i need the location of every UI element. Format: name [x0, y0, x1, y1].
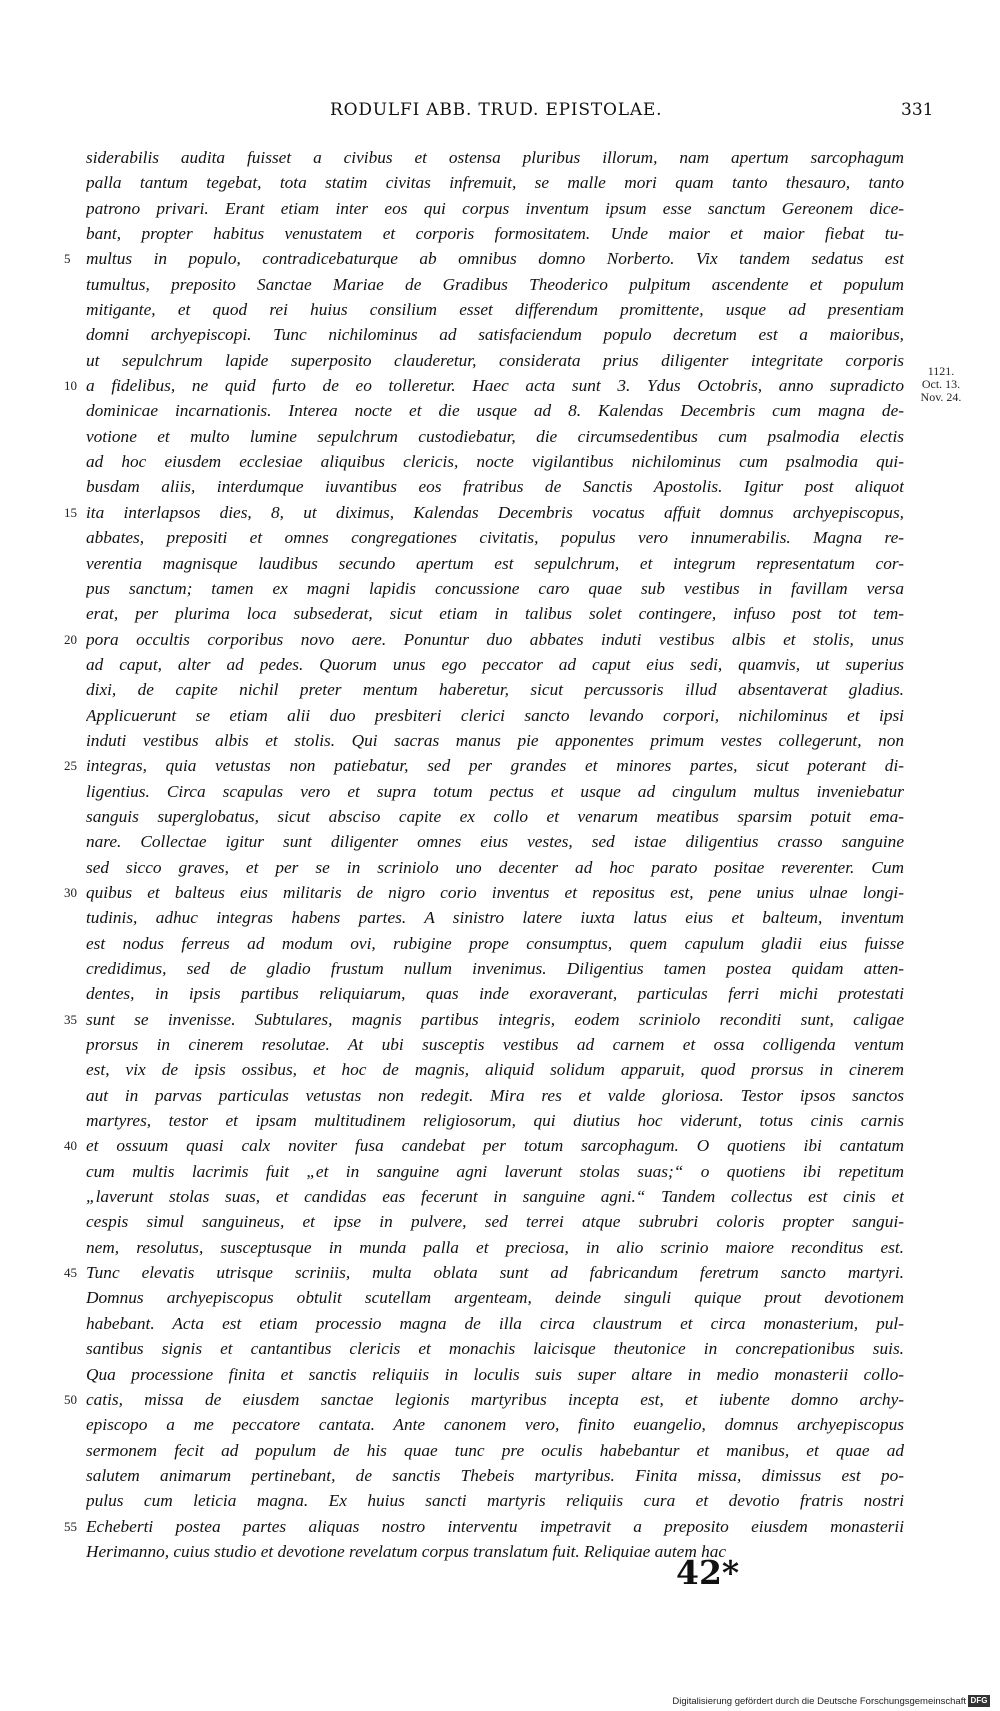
- text-line: [0, 196, 1000, 221]
- line-text: santibus signis et cantantibus clericis et monachis laicisque theutonice in concrepationibus suis.: [86, 1339, 904, 1359]
- line-text: et ossuum quasi calx noviter fusa candebat per totum sarcophagum. O quotiens ibi cantatum: [86, 1136, 904, 1156]
- line-text: est, vix de ipsis ossibus, et hoc de magnis, aliquid solidum apparuit, quod prorsus in cinerem: [86, 1060, 904, 1080]
- line-number: 40: [64, 1138, 77, 1154]
- line-text: a fidelibus, ne quid furto de eo tolleretur. Haec acta sunt 3. Ydus Octobris, anno supradicto: [86, 376, 904, 396]
- line-text: erat, per plurima loca subsederat, sicut etiam in talibus solet contingere, infuso post tot tem-: [86, 604, 904, 624]
- footer-credit: Digitalisierung gefördert durch die Deutsche Forschungsgemeinschaft: [672, 1696, 966, 1707]
- line-text: integras, quia vetustas non patiebatur, sed per grandes et minores partes, sicut poterant di-: [86, 756, 904, 776]
- line-number: 10: [64, 378, 77, 394]
- text-line: [0, 1539, 1000, 1564]
- line-number: 55: [64, 1518, 77, 1534]
- line-text: sanguis superglobatus, sicut absciso capite ex collo et venarum meatibus sparsim potuit ema-: [86, 806, 904, 826]
- signature-mark: 42*: [676, 1553, 740, 1592]
- line-text: nare. Collectae igitur sunt diligenter omnes eius vestes, sed istae diligentius crasso sanguine: [86, 832, 904, 852]
- text-line: [0, 1387, 1000, 1412]
- text-line: [0, 1362, 1000, 1387]
- line-text: ligentius. Circa scapulas vero et supra totum pectus et usque ad cingulum multus inveniebatur: [86, 781, 904, 801]
- line-number: 15: [64, 504, 77, 520]
- text-line: [0, 348, 1000, 373]
- text-line: [0, 272, 1000, 297]
- text-line: [0, 525, 1000, 550]
- text-line: [0, 322, 1000, 347]
- line-text: Domnus archyepiscopus obtulit scutellam argenteam, deinde singuli quique prout devotionem: [86, 1288, 904, 1308]
- text-line: [0, 1311, 1000, 1336]
- text-line: [0, 1184, 1000, 1209]
- line-text: verentia magnisque laudibus secundo apertum est sepulchrum, et integrum representatum cor-: [86, 553, 904, 573]
- text-line: [0, 1159, 1000, 1184]
- line-text: cespis simul sanguineus, et ipse in pulvere, sed terrei atque subrubri coloris propter sangui-: [86, 1212, 904, 1232]
- line-text: prorsus in cinerem resolutae. At ubi susceptis vestibus ad carnem et ossa colligenda ventum: [86, 1035, 904, 1055]
- line-number: 45: [64, 1265, 77, 1281]
- line-text: ut sepulchrum lapide superposito clauderetur, considerata prius diligenter integritate corporis: [86, 350, 904, 370]
- text-line: [0, 627, 1000, 652]
- line-text: dentes, in ipsis partibus reliquiarum, quas inde exoraverant, particulas ferri michi protestati: [86, 984, 904, 1004]
- line-text: induti vestibus albis et stolis. Qui sacras manus pie apponentes primum vestes collegerunt, non: [86, 730, 904, 750]
- line-text: martyres, testor et ipsam multitudinem religiosorum, qui diutius hoc viderunt, totus cinis carnis: [86, 1111, 904, 1131]
- margin-note-date-1: Oct. 13.: [921, 377, 961, 391]
- text-body: [0, 145, 1000, 1564]
- text-line: [0, 703, 1000, 728]
- text-line: [0, 1057, 1000, 1082]
- text-line: [0, 1412, 1000, 1437]
- line-text: pus sanctum; tamen ex magni lapidis concussione caro quae sub vestibus in favillam versa: [86, 578, 904, 598]
- text-line: [0, 1488, 1000, 1513]
- line-text: ad hoc eiusdem ecclesiae aliquibus clericis, nocte vigilantibus nichilominus cum psalmodia qui-: [86, 452, 904, 472]
- line-text: abbates, prepositi et omnes congregationes civitatis, populus vero innumerabilis. Magna re-: [86, 528, 904, 548]
- line-text: patrono privari. Erant etiam inter eos qui corpus inventum ipsum esse sanctum Gereonem dice-: [86, 198, 904, 218]
- line-text: sermonem fecit ad populum de his quae tunc pre oculis habebantur et manibus, et quae ad: [86, 1440, 904, 1460]
- digitization-footer: [590, 1695, 990, 1709]
- text-line: [0, 297, 1000, 322]
- line-number: 50: [64, 1391, 77, 1407]
- text-line: [0, 652, 1000, 677]
- text-line: [0, 753, 1000, 778]
- text-line: [0, 1108, 1000, 1133]
- line-text: sunt se invenisse. Subtulares, magnis partibus integris, eodem scriniolo reconditi sunt, caligae: [86, 1009, 904, 1029]
- text-line: [0, 449, 1000, 474]
- line-text: Qua processione finita et sanctis reliquiis in loculis suis super altare in medio monasterii collo-: [86, 1364, 904, 1384]
- page-number: 331: [901, 100, 934, 120]
- text-line: [0, 956, 1000, 981]
- text-line: [0, 246, 1000, 271]
- line-text: catis, missa de eiusdem sanctae legionis martyribus incepta est, et iubente domno archy-: [86, 1389, 904, 1409]
- text-line: [0, 829, 1000, 854]
- text-line: [0, 1235, 1000, 1260]
- line-text: pora occultis corporibus novo aere. Ponuntur duo abbates induti vestibus albis et stolis, unus: [86, 629, 904, 649]
- text-line: [0, 1336, 1000, 1361]
- text-line: [0, 880, 1000, 905]
- line-text: sed sicco graves, et per se in scriniolo uno decenter ad hoc parato positae reverenter. Cum: [86, 857, 904, 877]
- text-line: [0, 1032, 1000, 1057]
- line-text: Echeberti postea partes aliquas nostro interventu impetravit a preposito eiusdem monasterii: [86, 1516, 904, 1536]
- dfg-logo: DFG: [968, 1695, 990, 1707]
- line-text: bant, propter habitus venustatem et corporis formositatem. Unde maior et maior fiebat tu-: [86, 224, 904, 244]
- text-line: [0, 474, 1000, 499]
- margin-note-date-2: Nov. 24.: [920, 390, 962, 404]
- text-line: [0, 1007, 1000, 1032]
- line-text: tumultus, preposito Sanctae Mariae de Gradibus Theoderico pulpitum ascendente et populum: [86, 274, 904, 294]
- text-line: [0, 779, 1000, 804]
- text-line: [0, 728, 1000, 753]
- text-line: [0, 1438, 1000, 1463]
- line-text: pulus cum leticia magna. Ex huius sancti martyris reliquiis cura et devotio fratris nostri: [86, 1491, 904, 1511]
- line-number: 35: [64, 1011, 77, 1027]
- line-text: Herimanno, cuius studio et devotione revelatum corpus translatum fuit. Reliquiae autem hac: [86, 1541, 727, 1561]
- line-text: siderabilis audita fuisset a civibus et ostensa pluribus illorum, nam apertum sarcophagum: [86, 148, 904, 167]
- text-line: [0, 424, 1000, 449]
- line-text: aut in parvas particulas vetustas non redegit. Mira res et valde gloriosa. Testor ipsos sanctos: [86, 1085, 904, 1105]
- line-text: episcopo a me peccatore cantata. Ante canonem vero, finito euangelio, domnus archyepiscopus: [86, 1415, 904, 1435]
- text-line: [0, 1514, 1000, 1539]
- text-line: [0, 1209, 1000, 1234]
- line-text: ita interlapsos dies, 8, ut diximus, Kalendas Decembris vocatus affuit domnus archyepiscopus,: [86, 502, 904, 522]
- margin-notes: [911, 365, 971, 404]
- text-line: [0, 1133, 1000, 1158]
- line-number: 30: [64, 884, 77, 900]
- line-text: busdam aliis, interdumque iuvantibus eos fratribus de Sanctis Apostolis. Igitur post aliquot: [86, 477, 904, 497]
- line-text: quibus et balteus eius militaris de nigro corio inventus et repositus est, pene unius ulnae longi-: [86, 882, 904, 902]
- text-line: [0, 398, 1000, 423]
- line-text: domni archyepiscopi. Tunc nichilominus ad satisfaciendum populo decretum est a maioribus,: [86, 325, 904, 345]
- text-line: [0, 576, 1000, 601]
- line-text: salutem animarum pertinebant, de sanctis Thebeis martyribus. Finita missa, dimissus est po-: [86, 1465, 904, 1485]
- text-line: [0, 170, 1000, 195]
- text-line: [0, 145, 1000, 170]
- text-line: [0, 373, 1000, 398]
- text-line: [0, 855, 1000, 880]
- text-line: [0, 551, 1000, 576]
- text-line: [0, 1463, 1000, 1488]
- running-head: RODULFI ABB. TRUD. EPISTOLAE.: [330, 100, 663, 120]
- line-text: dixi, de capite nichil preter mentum haberetur, sicut percussoris illud absentaverat gladius.: [86, 680, 904, 700]
- line-text: tudinis, adhuc integras habens partes. A sinistro latere iuxta latus eius et balteum, inventum: [86, 908, 904, 928]
- line-text: credidimus, sed de gladio frustum nullum invenimus. Diligentius tamen postea quidam atten-: [86, 959, 904, 978]
- line-text: est nodus ferreus ad modum ovi, rubigine prope consumptus, quem capulum gladii eius fuisse: [86, 933, 904, 953]
- line-text: votione et multo lumine sepulchrum custodiebatur, die circumsedentibus cum psalmodia electis: [86, 426, 904, 446]
- line-text: Applicuerunt se etiam alii duo presbiteri clerici sancto levando corpori, nichilominus et ipsi: [86, 705, 904, 725]
- text-line: [0, 1285, 1000, 1310]
- line-text: nem, resolutus, susceptusque in munda palla et preciosa, in alio scrinio maiore reconditus est.: [86, 1237, 904, 1257]
- text-line: [0, 677, 1000, 702]
- line-text: ad caput, alter ad pedes. Quorum unus ego peccator ad caput eius sedi, quamvis, ut superius: [86, 654, 904, 674]
- text-line: [0, 1083, 1000, 1108]
- line-text: Tunc elevatis utrisque scriniis, multa oblata sunt ad fabricandum feretrum sancto martyri.: [86, 1263, 904, 1283]
- text-line: [0, 905, 1000, 930]
- line-number: 20: [64, 631, 77, 647]
- margin-note-year: 1121.: [927, 364, 955, 378]
- text-line: [0, 601, 1000, 626]
- line-text: mitigante, et quod rei huius consilium esset differendum promittente, usque ad presentiam: [86, 300, 904, 320]
- text-line: [0, 221, 1000, 246]
- line-text: multus in populo, contradicebaturque ab omnibus domno Norberto. Vix tandem sedatus est: [86, 249, 904, 269]
- line-number: 25: [64, 758, 77, 774]
- text-line: [0, 500, 1000, 525]
- line-text: cum multis lacrimis fuit „et in sanguine agni laverunt stolas suas;“ o quotiens ibi repetitum: [86, 1161, 904, 1181]
- line-text: dominicae incarnationis. Interea nocte et die usque ad 8. Kalendas Decembris cum magna de-: [86, 401, 904, 421]
- text-line: [0, 1260, 1000, 1285]
- page-header: [0, 100, 1000, 130]
- text-line: [0, 804, 1000, 829]
- line-text: palla tantum tegebat, tota statim civitas infremuit, se malle mori quam tanto thesauro, tanto: [86, 173, 904, 193]
- line-text: habebant. Acta est etiam processio magna de illa circa claustrum et circa monasterium, pul-: [86, 1313, 904, 1333]
- text-line: [0, 981, 1000, 1006]
- line-number: 5: [64, 251, 71, 267]
- text-line: [0, 931, 1000, 956]
- line-text: „laverunt stolas suas, et candidas eas fecerunt in sanguine agni.“ Tandem collectus est cinis et: [86, 1187, 904, 1207]
